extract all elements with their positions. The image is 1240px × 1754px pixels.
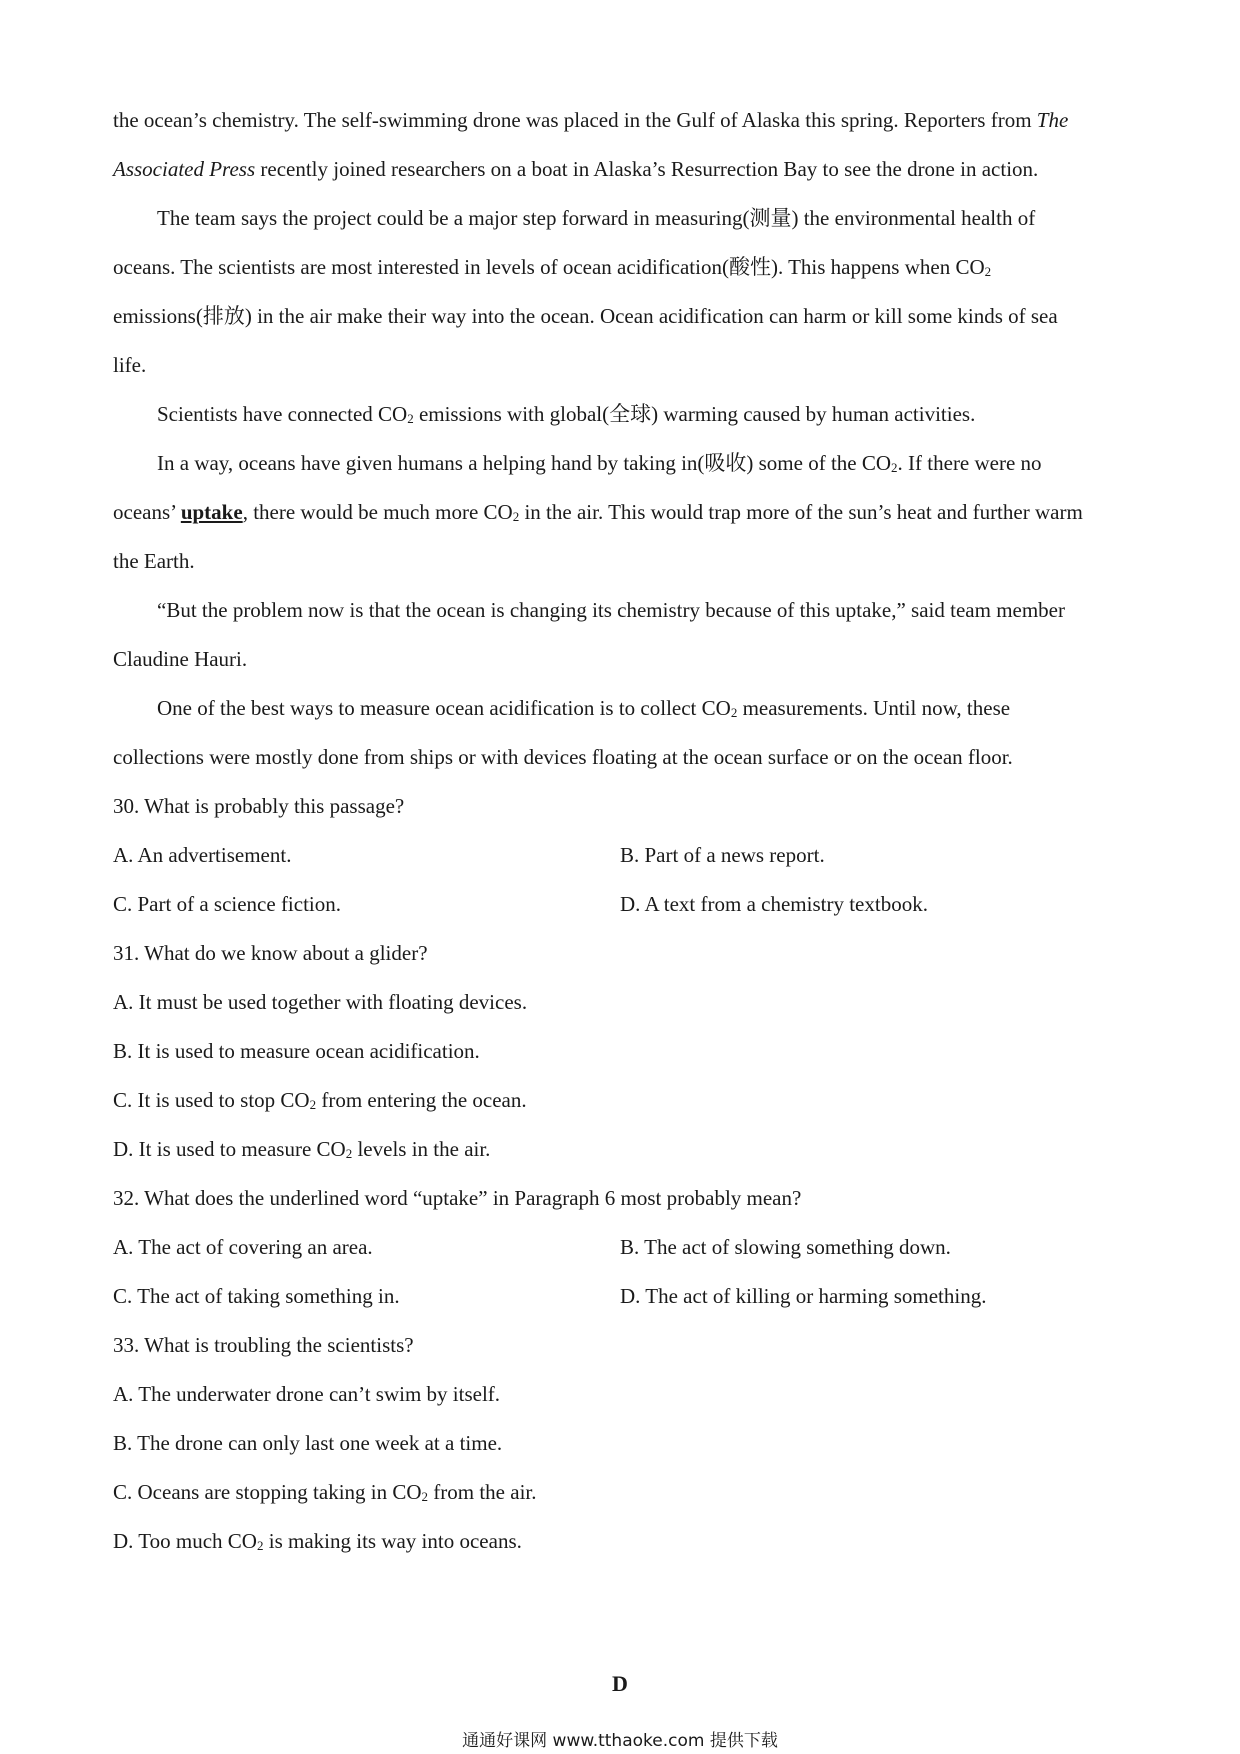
passage-text: , there would be much more CO	[242, 500, 513, 524]
option-text: from the air.	[433, 1480, 537, 1504]
option-b: B. The drone can only last one week at a time.	[113, 1431, 503, 1455]
option-d: D. The act of killing or harming something.	[620, 1284, 987, 1308]
passage-line	[113, 341, 1133, 390]
option-row	[113, 1272, 1133, 1321]
passage-text: “But the problem now is that the ocean is changing its chemistry because of this uptake,” said team member	[157, 598, 1065, 622]
passage-text: recently joined researchers on a boat in Alaska’s Resurrection Bay to see the drone in action.	[260, 157, 1039, 181]
subscript: 2	[512, 509, 520, 524]
passage-line	[113, 684, 1133, 733]
passage-line	[113, 243, 1133, 292]
option-text: C. It is used to stop CO	[113, 1088, 310, 1112]
subscript: 2	[891, 460, 898, 475]
document-body	[113, 96, 1133, 1696]
option-a: A. The act of covering an area.	[113, 1235, 373, 1259]
subscript: 2	[407, 411, 414, 426]
question-stem: 33. What is troubling the scientists?	[113, 1333, 414, 1357]
subscript: 2	[730, 705, 738, 720]
underlined-word: uptake	[180, 500, 243, 524]
passage-text: oceans. The scientists are most interested in levels of ocean acidification(酸性). This happens when CO	[113, 255, 985, 279]
passage-line	[113, 292, 1133, 341]
passage-text: oceans’	[113, 500, 176, 524]
subscript: 2	[984, 264, 992, 279]
passage-text: in the air. This would trap more of the sun’s heat and further warm	[524, 500, 1083, 524]
option-d	[113, 1517, 1133, 1566]
passage-text: measurements. Until now, these	[742, 696, 1011, 720]
option-a: A. An advertisement.	[113, 843, 292, 867]
question-stem: 31. What do we know about a glider?	[113, 941, 428, 965]
passage-line	[113, 390, 1133, 439]
option-text: D. It is used to measure CO	[113, 1137, 346, 1161]
option-b: B. The act of slowing something down.	[620, 1235, 951, 1259]
passage-text: Scientists have connected CO	[157, 402, 408, 426]
passage-text: In a way, oceans have given humans a helping hand by taking in(吸收) some of the CO	[157, 451, 892, 475]
option-text: from entering the ocean.	[321, 1088, 527, 1112]
passage-line	[113, 537, 1133, 586]
passage-line	[113, 586, 1133, 635]
passage-line	[113, 96, 1133, 145]
section-heading: D	[612, 1671, 628, 1696]
passage-line	[113, 488, 1133, 537]
subscript: 2	[256, 1538, 264, 1553]
option-d: D. A text from a chemistry textbook.	[620, 892, 928, 916]
option-text: C. Oceans are stopping taking in CO	[113, 1480, 422, 1504]
passage-line	[113, 194, 1133, 243]
publication-name: Associated Press	[113, 157, 256, 181]
option-a: A. The underwater drone can’t swim by itself.	[113, 1382, 501, 1406]
option-row	[113, 880, 1133, 929]
passage-line	[113, 635, 1133, 684]
passage-text: One of the best ways to measure ocean acidification is to collect CO	[157, 696, 731, 720]
passage-line	[113, 733, 1133, 782]
option-text: levels in the air.	[357, 1137, 491, 1161]
option-b: B. Part of a news report.	[620, 843, 825, 867]
option-row	[113, 831, 1133, 880]
subscript: 2	[421, 1489, 429, 1504]
passage-text: The team says the project could be a major step forward in measuring(测量) the environmental health of	[157, 206, 1036, 230]
option-b: B. It is used to measure ocean acidification.	[113, 1039, 480, 1063]
option-c	[113, 1468, 1133, 1517]
option-c: C. The act of taking something in.	[113, 1284, 400, 1308]
passage-line	[113, 145, 1133, 194]
option-row	[113, 1223, 1133, 1272]
option-text: is making its way into oceans.	[268, 1529, 522, 1553]
publication-name: The	[1036, 108, 1069, 132]
passage-text: collections were mostly done from ships or with devices floating at the ocean surface or on the ocean floor.	[113, 745, 1013, 769]
question-stem: 30. What is probably this passage?	[113, 794, 405, 818]
subscript: 2	[309, 1097, 317, 1112]
passage-text: Claudine Hauri.	[113, 647, 248, 671]
passage-text: emissions with global(全球) warming caused by human activities.	[418, 402, 976, 426]
passage-text: emissions(排放) in the air make their way into the ocean. Ocean acidification can harm or kill some kinds of sea	[113, 304, 1058, 328]
page-footer: 通通好课网 www.tthaoke.com 提供下载	[462, 1731, 778, 1751]
subscript: 2	[345, 1146, 353, 1161]
passage-line	[113, 439, 1133, 488]
passage-text: the ocean’s chemistry. The self-swimming drone was placed in the Gulf of Alaska this spring. Reporters from	[113, 108, 1032, 132]
option-c	[113, 1076, 1133, 1125]
option-c: C. Part of a science fiction.	[113, 892, 342, 916]
passage-text: the Earth.	[113, 549, 195, 573]
option-d	[113, 1125, 1133, 1174]
passage-text: life.	[113, 353, 147, 377]
passage-text: . If there were no	[897, 451, 1042, 475]
question-stem: 32. What does the underlined word “uptake” in Paragraph 6 most probably mean?	[113, 1186, 802, 1210]
option-a: A. It must be used together with floating devices.	[113, 990, 528, 1014]
option-text: D. Too much CO	[113, 1529, 257, 1553]
